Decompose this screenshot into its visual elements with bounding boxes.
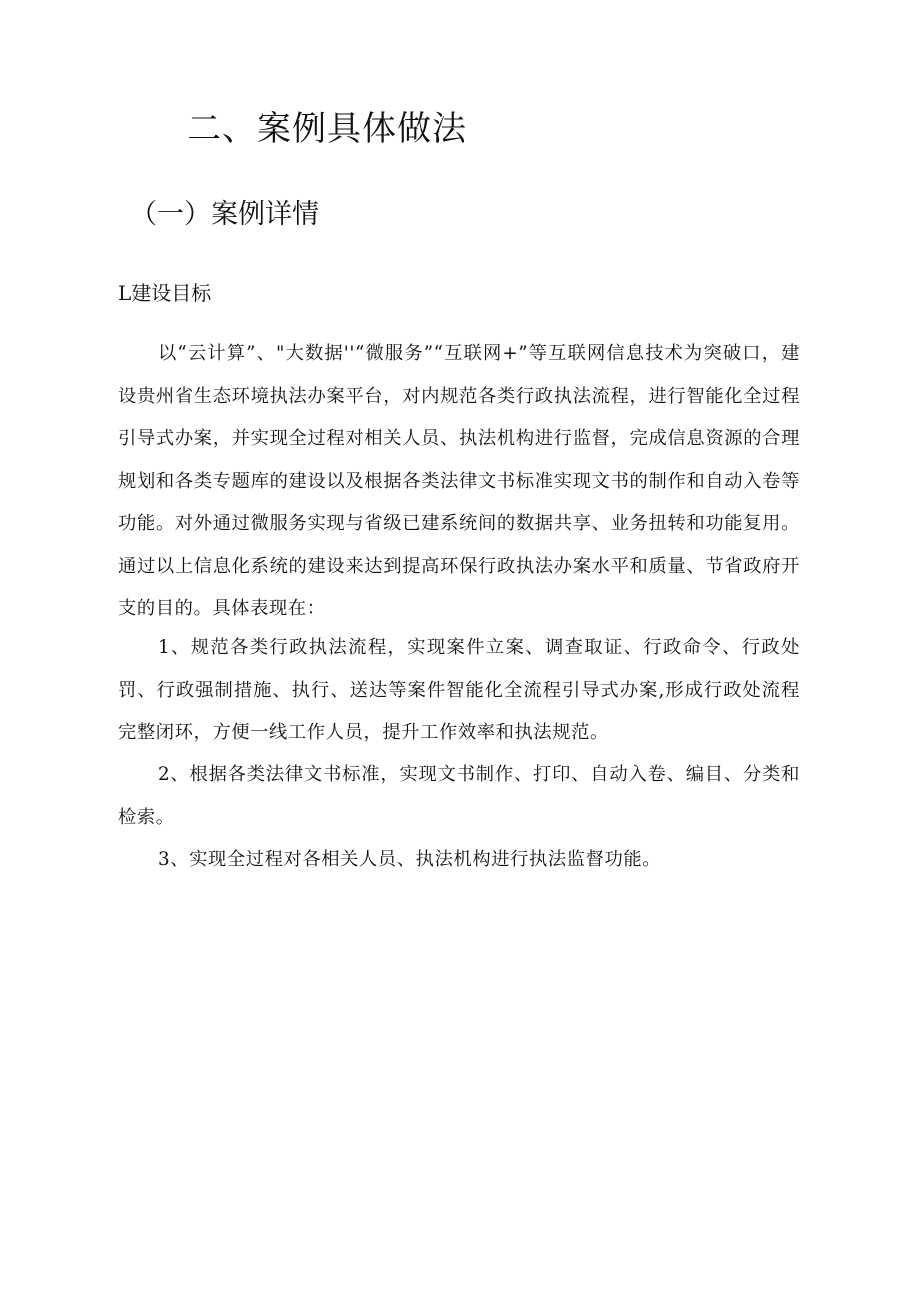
sub-heading: （一）案例详情 <box>130 199 319 230</box>
paragraph-intro: 以“云计算”、"大数据''“微服务”“互联网+”等互联网信息技术为突破口，建设贵州省生态环境执法办案平台，对内规范各类行政执法流程，进行智能化全过程引导式办案，并实现全过程对相关人员、执法机构进行监督，完成信息资源的合理规划和各类专题库的建设以及根据各类法律文书标准实现文书的制作和自动入卷等功能。对外通过微服务实现与省级已建系统间的数据共享、业务扭转和功能复用。通过以上信息化系统的建设来达到提高环保行政执法办案水平和质量、节省政府开支的目的。具体表现在： <box>118 343 800 619</box>
paragraph-item-1: 1、规范各类行政执法流程，实现案件立案、调查取证、行政命令、行政处罚、行政强制措施、执行、送达等案件智能化全流程引导式办案,形成行政处流程完整闭环，方便一线工作人员，提升工作效率和执法规范。 <box>118 637 800 743</box>
section-title: L建设目标 <box>118 281 212 305</box>
paragraph-item-3: 3、实现全过程对各相关人员、执法机构进行执法监督功能。 <box>158 849 662 870</box>
main-heading: 二、案例具体做法 <box>187 109 467 149</box>
paragraph-item-2: 2、根据各类法律文书标准，实现文书制作、打印、自动入卷、编目、分类和检索。 <box>118 764 800 828</box>
